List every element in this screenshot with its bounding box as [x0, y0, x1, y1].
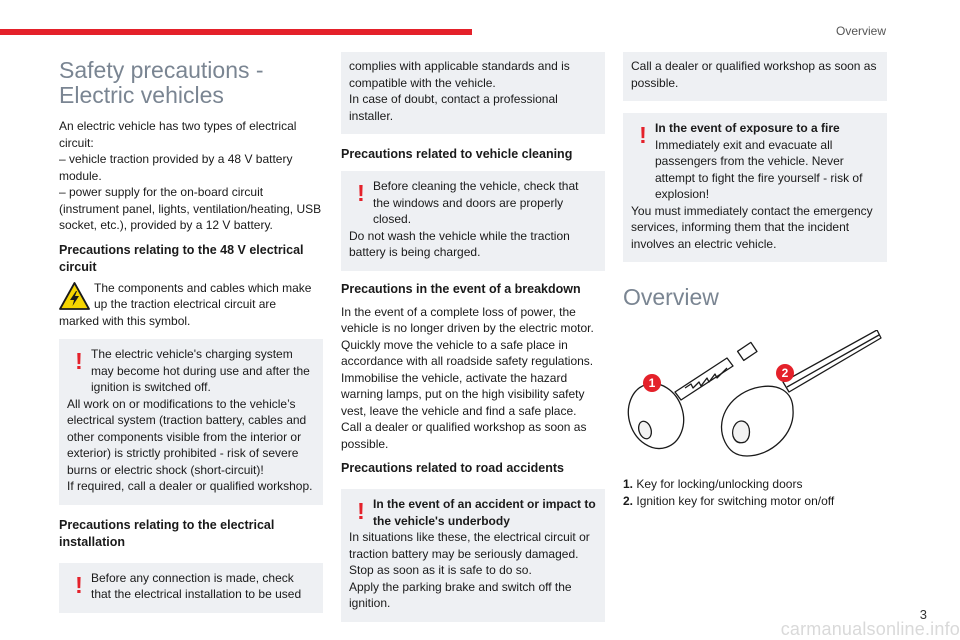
legend-text: Key for locking/unlocking doors [636, 477, 803, 491]
warning-text: Before cleaning the vehicle, check that the windows and doors are properly closed. [373, 179, 579, 226]
page-title-line-2: Electric vehicles [59, 82, 224, 108]
legend-number: 2. [623, 493, 634, 508]
overview-heading: Overview [623, 284, 719, 310]
legend-item [623, 476, 887, 493]
legend-item [623, 493, 887, 510]
intro-item: – vehicle traction provided by a 48 V battery module. [59, 152, 293, 183]
section-title: Overview [835, 24, 886, 38]
watermark: carmanualsonline.info [780, 619, 960, 639]
warning-text: The electric vehicle's charging system may become hot during use and after the ignition is switched off. [91, 347, 310, 394]
keys-illustration [623, 330, 887, 470]
warning-text: Do not wash the vehicle while the traction battery is being charged. [349, 228, 570, 259]
warning-text: In case of doubt, contact a professional installer. [349, 92, 558, 123]
warning-text: Immediately exit and evacuate all passengers from the vehicle. Never attempt to fight the fire yourself - risk of explosion! [655, 137, 863, 201]
warning-box-installation-continued [341, 52, 605, 134]
page-title [59, 58, 323, 108]
keys-illustration-image [623, 330, 887, 470]
warning-box-installation [59, 563, 323, 613]
heading-accidents: Precautions related to road accidents [341, 461, 564, 475]
warning-text: Stop as soon as it is safe to do so. [349, 563, 532, 577]
warning-exclamation-icon: ! [75, 348, 83, 374]
warning-box-fire [623, 113, 887, 262]
warning-exclamation-icon: ! [75, 571, 83, 598]
intro-item: – power supply for the on-board circuit (instrument panel, lights, ventilation/heating, USB socket, etc.), provided by a 12 V battery. [59, 185, 322, 232]
breakdown-paragraph: In the event of a complete loss of power, the vehicle is no longer driven by the electric motor. Quickly move the vehicle to a safe place in accordance with all roadside safety regulations. [341, 304, 594, 368]
warning-text: You must immediately contact the emergency services, informing them that the incident involves an electric vehicle. [631, 203, 873, 251]
callout-2: 2 [781, 366, 789, 380]
column-1 [59, 52, 323, 613]
column-2 [341, 52, 605, 622]
keys-legend [623, 476, 887, 509]
warning-title: In the event of exposure to a fire [655, 121, 840, 135]
legend-text: Ignition key for switching motor on/off [636, 493, 835, 508]
danger-note-text: marked with this symbol. [59, 313, 191, 328]
callout-1: 1 [648, 376, 656, 390]
heading-48v: Precautions relating to the 48 V electrical circuit [59, 242, 304, 274]
page-title-line-1: Safety precautions - [59, 57, 264, 83]
heading-breakdown: Precautions in the event of a breakdown [341, 281, 581, 296]
heading-cleaning: Precautions related to vehicle cleaning [341, 147, 573, 161]
warning-text: complies with applicable standards and is compatible with the vehicle. [349, 59, 570, 90]
intro-paragraph: An electric vehicle has two types of electrical circuit: [59, 119, 297, 150]
danger-note [59, 280, 323, 330]
page-number: 3 [919, 607, 927, 622]
header-accent-bar [0, 29, 472, 35]
breakdown-paragraph: Immobilise the vehicle, activate the hazard warning lamps, put on the high visibility safety vest, leave the vehicle and find a safe place. [341, 370, 585, 418]
warning-text: Before any connection is made, check that the electrical installation to be used [91, 570, 302, 601]
warning-exclamation-icon: ! [357, 498, 365, 524]
heading-installation: Precautions relating to the electrical installation [59, 517, 275, 549]
legend-number: 1. [623, 477, 634, 491]
warning-box-cleaning [341, 171, 605, 271]
warning-text: Apply the parking brake and switch off the ignition. [349, 579, 572, 610]
warning-box-accident [341, 489, 605, 622]
warning-box-charging [59, 339, 323, 505]
warning-text: Call a dealer or qualified workshop as soon as possible. [631, 59, 877, 90]
warning-box-accident-continued [623, 52, 887, 101]
warning-text: All work on or modifications to the vehicle’s electrical system (traction battery, cables and other components visible from the interior or exterior) is strictly prohibited - risk of severe burns or electric shock (short-circuit)! [67, 396, 307, 477]
warning-title: In the event of an accident or impact to the vehicle's underbody [373, 497, 596, 528]
warning-text: In situations like these, the electrical circuit or traction battery may be seriously damaged. [349, 530, 590, 561]
breakdown-paragraph: Call a dealer or qualified workshop as soon as possible. [341, 420, 587, 451]
warning-exclamation-icon: ! [639, 122, 647, 148]
warning-exclamation-icon: ! [357, 180, 365, 206]
high-voltage-warning-icon [59, 282, 90, 310]
danger-note-text: The components and cables which make up the traction electrical circuit are [94, 280, 312, 311]
column-3 [623, 52, 887, 509]
warning-text: If required, call a dealer or qualified workshop. [67, 479, 313, 493]
